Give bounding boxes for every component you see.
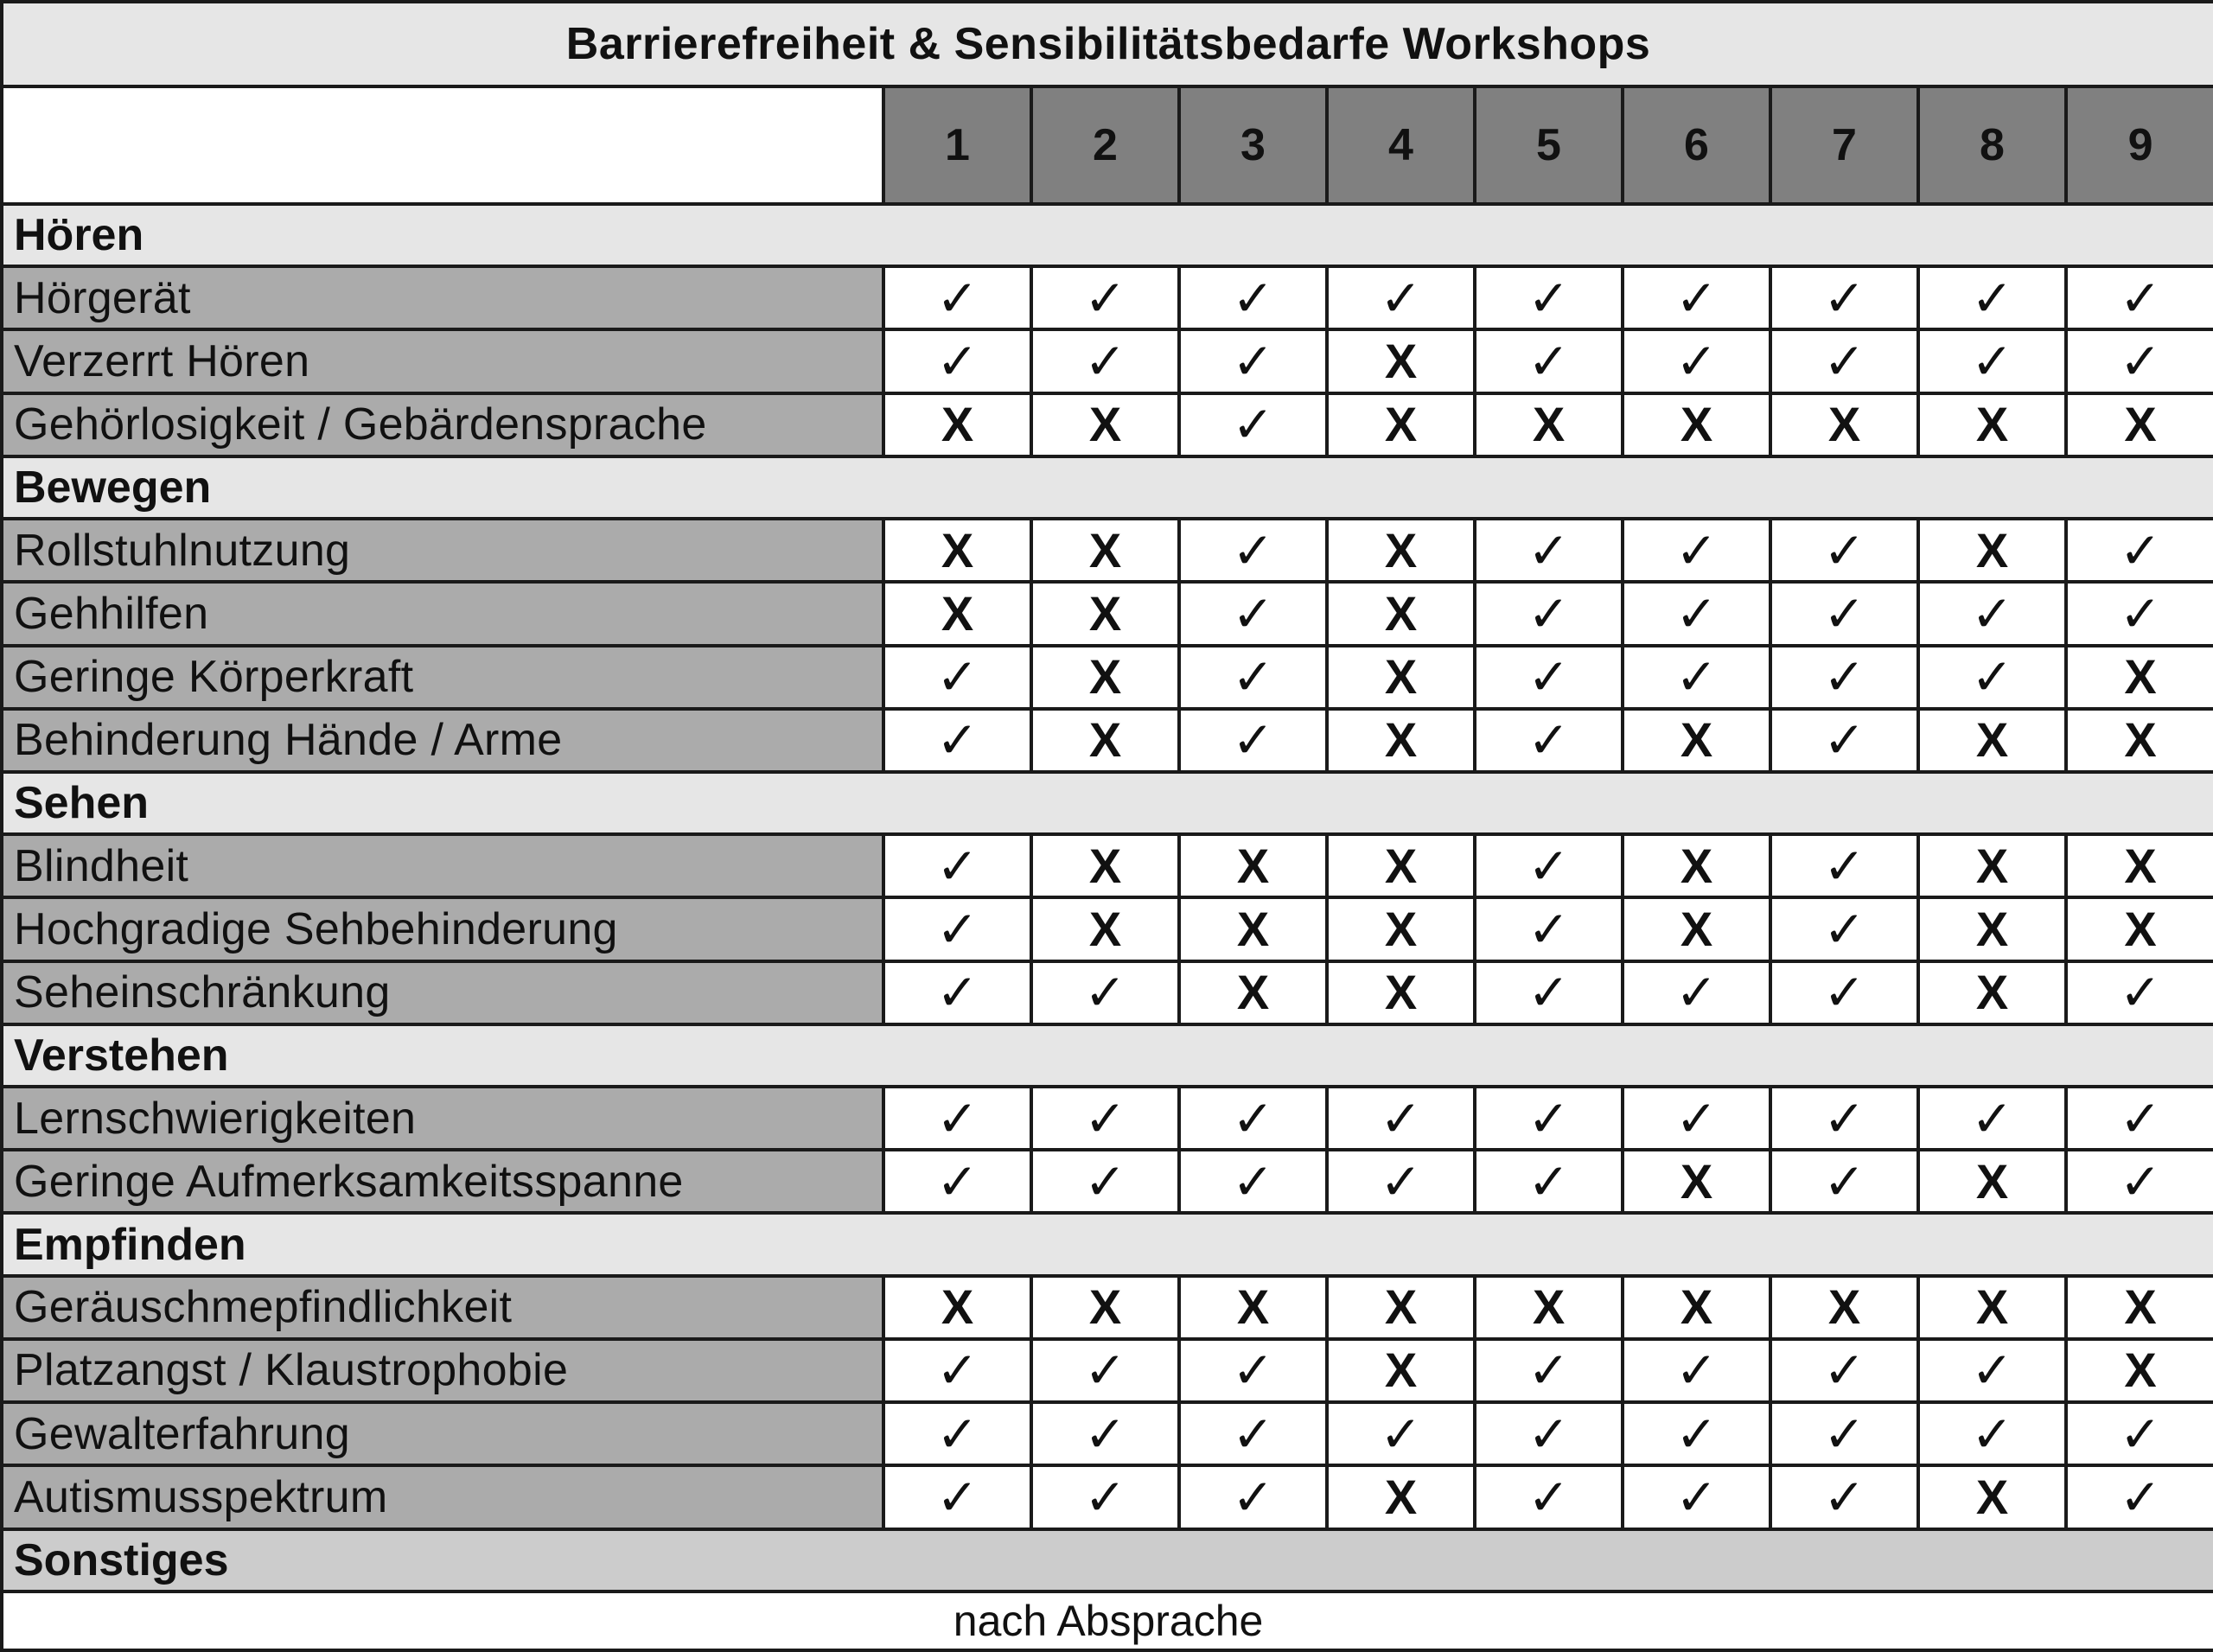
table-row (2, 329, 2213, 392)
category-heading: Verstehen (2, 1024, 2213, 1087)
check-mark-icon: ✓ (1770, 709, 1918, 772)
column-header-6: 6 (1623, 86, 1770, 204)
column-header-9: 9 (2066, 86, 2213, 204)
table-row (2, 834, 2213, 897)
check-mark-icon: ✓ (1031, 266, 1179, 329)
check-mark-icon: ✓ (2066, 961, 2213, 1024)
check-mark-icon: ✓ (1918, 329, 2066, 392)
check-mark-icon: ✓ (1918, 646, 2066, 709)
check-mark-icon: ✓ (1327, 1402, 1475, 1465)
cross-mark-icon: X (1327, 646, 1475, 709)
row-label: Gehörlosigkeit / Gebärdensprache (2, 393, 883, 456)
check-mark-icon: ✓ (1327, 1150, 1475, 1213)
check-mark-icon: ✓ (1475, 1339, 1623, 1402)
check-mark-icon: ✓ (1475, 1150, 1623, 1213)
cross-mark-icon: X (1179, 961, 1327, 1024)
cross-mark-icon: X (1623, 709, 1770, 772)
cross-mark-icon: X (1327, 519, 1475, 582)
category-heading: Bewegen (2, 456, 2213, 519)
cross-mark-icon: X (1918, 709, 2066, 772)
check-mark-icon: ✓ (1031, 1465, 1179, 1528)
cross-mark-icon: X (1918, 1276, 2066, 1339)
check-mark-icon: ✓ (1179, 519, 1327, 582)
table-row (2, 1087, 2213, 1150)
cross-mark-icon: X (1623, 393, 1770, 456)
check-mark-icon: ✓ (883, 329, 1031, 392)
check-mark-icon: ✓ (1623, 646, 1770, 709)
column-header-4: 4 (1327, 86, 1475, 204)
check-mark-icon: ✓ (2066, 1150, 2213, 1213)
row-label: Blindheit (2, 834, 883, 897)
check-mark-icon: ✓ (1623, 329, 1770, 392)
table-row (2, 897, 2213, 960)
category-heading: Hören (2, 204, 2213, 266)
check-mark-icon: ✓ (883, 646, 1031, 709)
row-label: Gewalterfahrung (2, 1402, 883, 1465)
cross-mark-icon: X (1475, 393, 1623, 456)
table-row (2, 582, 2213, 645)
check-mark-icon: ✓ (1475, 1087, 1623, 1150)
table-row (2, 646, 2213, 709)
check-mark-icon: ✓ (1179, 1087, 1327, 1150)
check-mark-icon: ✓ (1918, 1402, 2066, 1465)
check-mark-icon: ✓ (1770, 582, 1918, 645)
check-mark-icon: ✓ (1475, 961, 1623, 1024)
cross-mark-icon: X (1031, 1276, 1179, 1339)
check-mark-icon: ✓ (1475, 646, 1623, 709)
category-row (2, 456, 2213, 519)
check-mark-icon: ✓ (883, 709, 1031, 772)
check-mark-icon: ✓ (1179, 1402, 1327, 1465)
cross-mark-icon: X (2066, 646, 2213, 709)
cross-mark-icon: X (1031, 519, 1179, 582)
check-mark-icon: ✓ (1475, 709, 1623, 772)
check-mark-icon: ✓ (1770, 329, 1918, 392)
cross-mark-icon: X (1327, 709, 1475, 772)
check-mark-icon: ✓ (1475, 582, 1623, 645)
cross-mark-icon: X (1918, 1465, 2066, 1528)
cross-mark-icon: X (1327, 1339, 1475, 1402)
check-mark-icon: ✓ (1179, 393, 1327, 456)
row-label: Lernschwierigkeiten (2, 1087, 883, 1150)
cross-mark-icon: X (1179, 897, 1327, 960)
cross-mark-icon: X (1031, 393, 1179, 456)
check-mark-icon: ✓ (1475, 834, 1623, 897)
check-mark-icon: ✓ (1770, 834, 1918, 897)
table-row (2, 393, 2213, 456)
check-mark-icon: ✓ (2066, 266, 2213, 329)
category-row (2, 1024, 2213, 1087)
cross-mark-icon: X (1179, 1276, 1327, 1339)
row-label: Geringe Körperkraft (2, 646, 883, 709)
check-mark-icon: ✓ (1770, 1465, 1918, 1528)
category-row (2, 1213, 2213, 1275)
cross-mark-icon: X (2066, 897, 2213, 960)
check-mark-icon: ✓ (883, 1087, 1031, 1150)
category-row (2, 772, 2213, 834)
category-row-other (2, 1529, 2213, 1591)
check-mark-icon: ✓ (883, 1150, 1031, 1213)
check-mark-icon: ✓ (1918, 266, 2066, 329)
cross-mark-icon: X (1623, 897, 1770, 960)
column-header-1: 1 (883, 86, 1031, 204)
check-mark-icon: ✓ (1179, 646, 1327, 709)
check-mark-icon: ✓ (1918, 1087, 2066, 1150)
row-label: Autismusspektrum (2, 1465, 883, 1528)
row-label: Geräuschmepfindlichkeit (2, 1276, 883, 1339)
table-row (2, 266, 2213, 329)
check-mark-icon: ✓ (2066, 519, 2213, 582)
check-mark-icon: ✓ (1031, 1087, 1179, 1150)
table-row (2, 1402, 2213, 1465)
column-header-8: 8 (1918, 86, 2066, 204)
cross-mark-icon: X (1918, 961, 2066, 1024)
check-mark-icon: ✓ (1179, 582, 1327, 645)
check-mark-icon: ✓ (1770, 519, 1918, 582)
row-label: Platzangst / Klaustrophobie (2, 1339, 883, 1402)
check-mark-icon: ✓ (2066, 582, 2213, 645)
check-mark-icon: ✓ (1031, 1339, 1179, 1402)
cross-mark-icon: X (1179, 834, 1327, 897)
check-mark-icon: ✓ (883, 961, 1031, 1024)
cross-mark-icon: X (1031, 897, 1179, 960)
check-mark-icon: ✓ (1770, 1150, 1918, 1213)
cross-mark-icon: X (1623, 834, 1770, 897)
column-header-3: 3 (1179, 86, 1327, 204)
cross-mark-icon: X (2066, 1339, 2213, 1402)
check-mark-icon: ✓ (1623, 519, 1770, 582)
row-label: Rollstuhlnutzung (2, 519, 883, 582)
check-mark-icon: ✓ (1179, 329, 1327, 392)
check-mark-icon: ✓ (1623, 582, 1770, 645)
check-mark-icon: ✓ (1770, 961, 1918, 1024)
table-row (2, 961, 2213, 1024)
check-mark-icon: ✓ (1770, 266, 1918, 329)
check-mark-icon: ✓ (1623, 1339, 1770, 1402)
category-heading: Empfinden (2, 1213, 2213, 1275)
table-row (2, 1150, 2213, 1213)
column-header-5: 5 (1475, 86, 1623, 204)
other-note: nach Absprache (2, 1591, 2213, 1650)
cross-mark-icon: X (1918, 1150, 2066, 1213)
check-mark-icon: ✓ (883, 266, 1031, 329)
cross-mark-icon: X (1031, 646, 1179, 709)
cross-mark-icon: X (1327, 1465, 1475, 1528)
check-mark-icon: ✓ (883, 1402, 1031, 1465)
table-row (2, 519, 2213, 582)
cross-mark-icon: X (1327, 329, 1475, 392)
cross-mark-icon: X (1918, 519, 2066, 582)
cross-mark-icon: X (883, 519, 1031, 582)
check-mark-icon: ✓ (1031, 961, 1179, 1024)
check-mark-icon: ✓ (883, 1339, 1031, 1402)
row-label: Seheinschränkung (2, 961, 883, 1024)
check-mark-icon: ✓ (1179, 1150, 1327, 1213)
cross-mark-icon: X (2066, 1276, 2213, 1339)
check-mark-icon: ✓ (1327, 266, 1475, 329)
cross-mark-icon: X (2066, 834, 2213, 897)
category-heading-other: Sonstiges (2, 1529, 2213, 1591)
cross-mark-icon: X (1031, 834, 1179, 897)
cross-mark-icon: X (2066, 709, 2213, 772)
check-mark-icon: ✓ (1031, 329, 1179, 392)
check-mark-icon: ✓ (883, 897, 1031, 960)
table-row (2, 1339, 2213, 1402)
row-label: Behinderung Hände / Arme (2, 709, 883, 772)
check-mark-icon: ✓ (2066, 329, 2213, 392)
check-mark-icon: ✓ (1770, 646, 1918, 709)
check-mark-icon: ✓ (1031, 1150, 1179, 1213)
check-mark-icon: ✓ (1475, 266, 1623, 329)
cross-mark-icon: X (1327, 961, 1475, 1024)
cross-mark-icon: X (1031, 582, 1179, 645)
check-mark-icon: ✓ (1179, 1339, 1327, 1402)
corner-cell (2, 86, 883, 204)
note-row (2, 1591, 2213, 1650)
check-mark-icon: ✓ (883, 1465, 1031, 1528)
title-row (2, 2, 2213, 86)
cross-mark-icon: X (1475, 1276, 1623, 1339)
row-label: Gehhilfen (2, 582, 883, 645)
cross-mark-icon: X (1327, 1276, 1475, 1339)
cross-mark-icon: X (1031, 709, 1179, 772)
cross-mark-icon: X (1770, 393, 1918, 456)
cross-mark-icon: X (1623, 1150, 1770, 1213)
column-header-2: 2 (1031, 86, 1179, 204)
check-mark-icon: ✓ (1475, 1402, 1623, 1465)
row-label: Hochgradige Sehbehinderung (2, 897, 883, 960)
table-row (2, 1465, 2213, 1528)
check-mark-icon: ✓ (1179, 1465, 1327, 1528)
check-mark-icon: ✓ (1918, 1339, 2066, 1402)
cross-mark-icon: X (2066, 393, 2213, 456)
category-heading: Sehen (2, 772, 2213, 834)
check-mark-icon: ✓ (1770, 1402, 1918, 1465)
check-mark-icon: ✓ (1475, 519, 1623, 582)
column-header-row (2, 86, 2213, 204)
check-mark-icon: ✓ (2066, 1465, 2213, 1528)
check-mark-icon: ✓ (1770, 1339, 1918, 1402)
cross-mark-icon: X (1327, 582, 1475, 645)
check-mark-icon: ✓ (1031, 1402, 1179, 1465)
row-label: Verzerrt Hören (2, 329, 883, 392)
check-mark-icon: ✓ (1327, 1087, 1475, 1150)
row-label: Hörgerät (2, 266, 883, 329)
check-mark-icon: ✓ (1623, 961, 1770, 1024)
cross-mark-icon: X (1918, 834, 2066, 897)
check-mark-icon: ✓ (1770, 897, 1918, 960)
check-mark-icon: ✓ (1475, 329, 1623, 392)
column-header-7: 7 (1770, 86, 1918, 204)
check-mark-icon: ✓ (1623, 1402, 1770, 1465)
check-mark-icon: ✓ (1475, 897, 1623, 960)
table-row (2, 1276, 2213, 1339)
row-label: Geringe Aufmerksamkeitsspanne (2, 1150, 883, 1213)
check-mark-icon: ✓ (1475, 1465, 1623, 1528)
check-mark-icon: ✓ (883, 834, 1031, 897)
cross-mark-icon: X (883, 1276, 1031, 1339)
check-mark-icon: ✓ (1623, 1087, 1770, 1150)
cross-mark-icon: X (883, 582, 1031, 645)
category-row (2, 204, 2213, 266)
cross-mark-icon: X (1918, 393, 2066, 456)
cross-mark-icon: X (1327, 834, 1475, 897)
check-mark-icon: ✓ (1770, 1087, 1918, 1150)
check-mark-icon: ✓ (1623, 1465, 1770, 1528)
check-mark-icon: ✓ (1918, 582, 2066, 645)
check-mark-icon: ✓ (2066, 1402, 2213, 1465)
check-mark-icon: ✓ (1179, 266, 1327, 329)
cross-mark-icon: X (883, 393, 1031, 456)
cross-mark-icon: X (1918, 897, 2066, 960)
cross-mark-icon: X (1327, 897, 1475, 960)
cross-mark-icon: X (1623, 1276, 1770, 1339)
matrix-body (2, 204, 2213, 1650)
table-title: Barrierefreiheit & Sensibilitätsbedarfe Workshops (2, 2, 2213, 86)
cross-mark-icon: X (1327, 393, 1475, 456)
check-mark-icon: ✓ (1623, 266, 1770, 329)
table-row (2, 709, 2213, 772)
check-mark-icon: ✓ (1179, 709, 1327, 772)
check-mark-icon: ✓ (2066, 1087, 2213, 1150)
cross-mark-icon: X (1770, 1276, 1918, 1339)
